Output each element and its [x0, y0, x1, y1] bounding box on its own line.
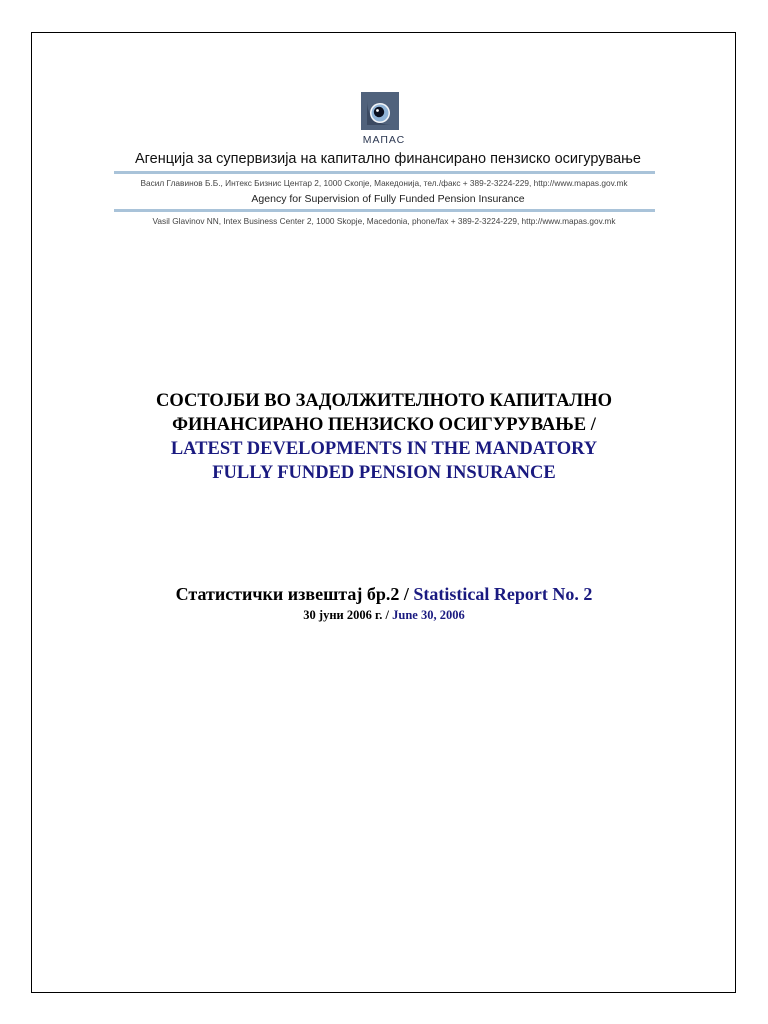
report-title-en: Statistical Report No. 2 — [413, 584, 593, 604]
document-title — [60, 389, 708, 485]
report-date-mk: 30 јуни 2006 г. — [303, 608, 383, 622]
page-border — [31, 32, 736, 993]
letterhead-rule-bottom — [114, 209, 655, 212]
address-mk: Васил Главинов Б.Б., Интекс Бизнис Центар 2, 1000 Скопје, Македонија, тел./факс + 389-2-3224-229, http://www.mapas.gov.mk — [140, 178, 628, 188]
title-mk-line-2: ФИНАНСИРАНО ПЕНЗИСКО ОСИГУРУВАЊЕ / — [172, 415, 596, 435]
report-heading — [60, 583, 708, 605]
title-mk-line-1: СОСТОЈБИ ВО ЗАДОЛЖИТЕЛНОТО КАПИТАЛНО — [155, 391, 612, 411]
mapas-eye-logo-icon — [361, 92, 399, 130]
agency-name-en: Agency for Supervision of Fully Funded Pension Insurance — [251, 193, 525, 205]
address-en: Vasil Glavinov NN, Intex Business Center 2, 1000 Skopje, Macedonia, phone/fax + 389-2-3224-229, http://www.mapas.gov.mk — [152, 216, 616, 226]
report-date-separator: / — [382, 608, 393, 622]
logo-name: МАПАС — [362, 134, 406, 146]
agency-name-mk: Агенција за супервизија на капитално финансирано пензиско осигурување — [135, 151, 641, 167]
report-date — [60, 607, 708, 623]
letterhead-rule-top — [114, 171, 655, 174]
title-en-line-2: FULLY FUNDED PENSION INSURANCE — [212, 463, 556, 483]
report-title-mk: Статистички извештај бр.2 — [175, 584, 400, 604]
report-separator: / — [399, 584, 414, 604]
title-en-line-1: LATEST DEVELOPMENTS IN THE MANDATORY — [170, 439, 598, 459]
report-date-en: June 30, 2006 — [392, 608, 465, 622]
